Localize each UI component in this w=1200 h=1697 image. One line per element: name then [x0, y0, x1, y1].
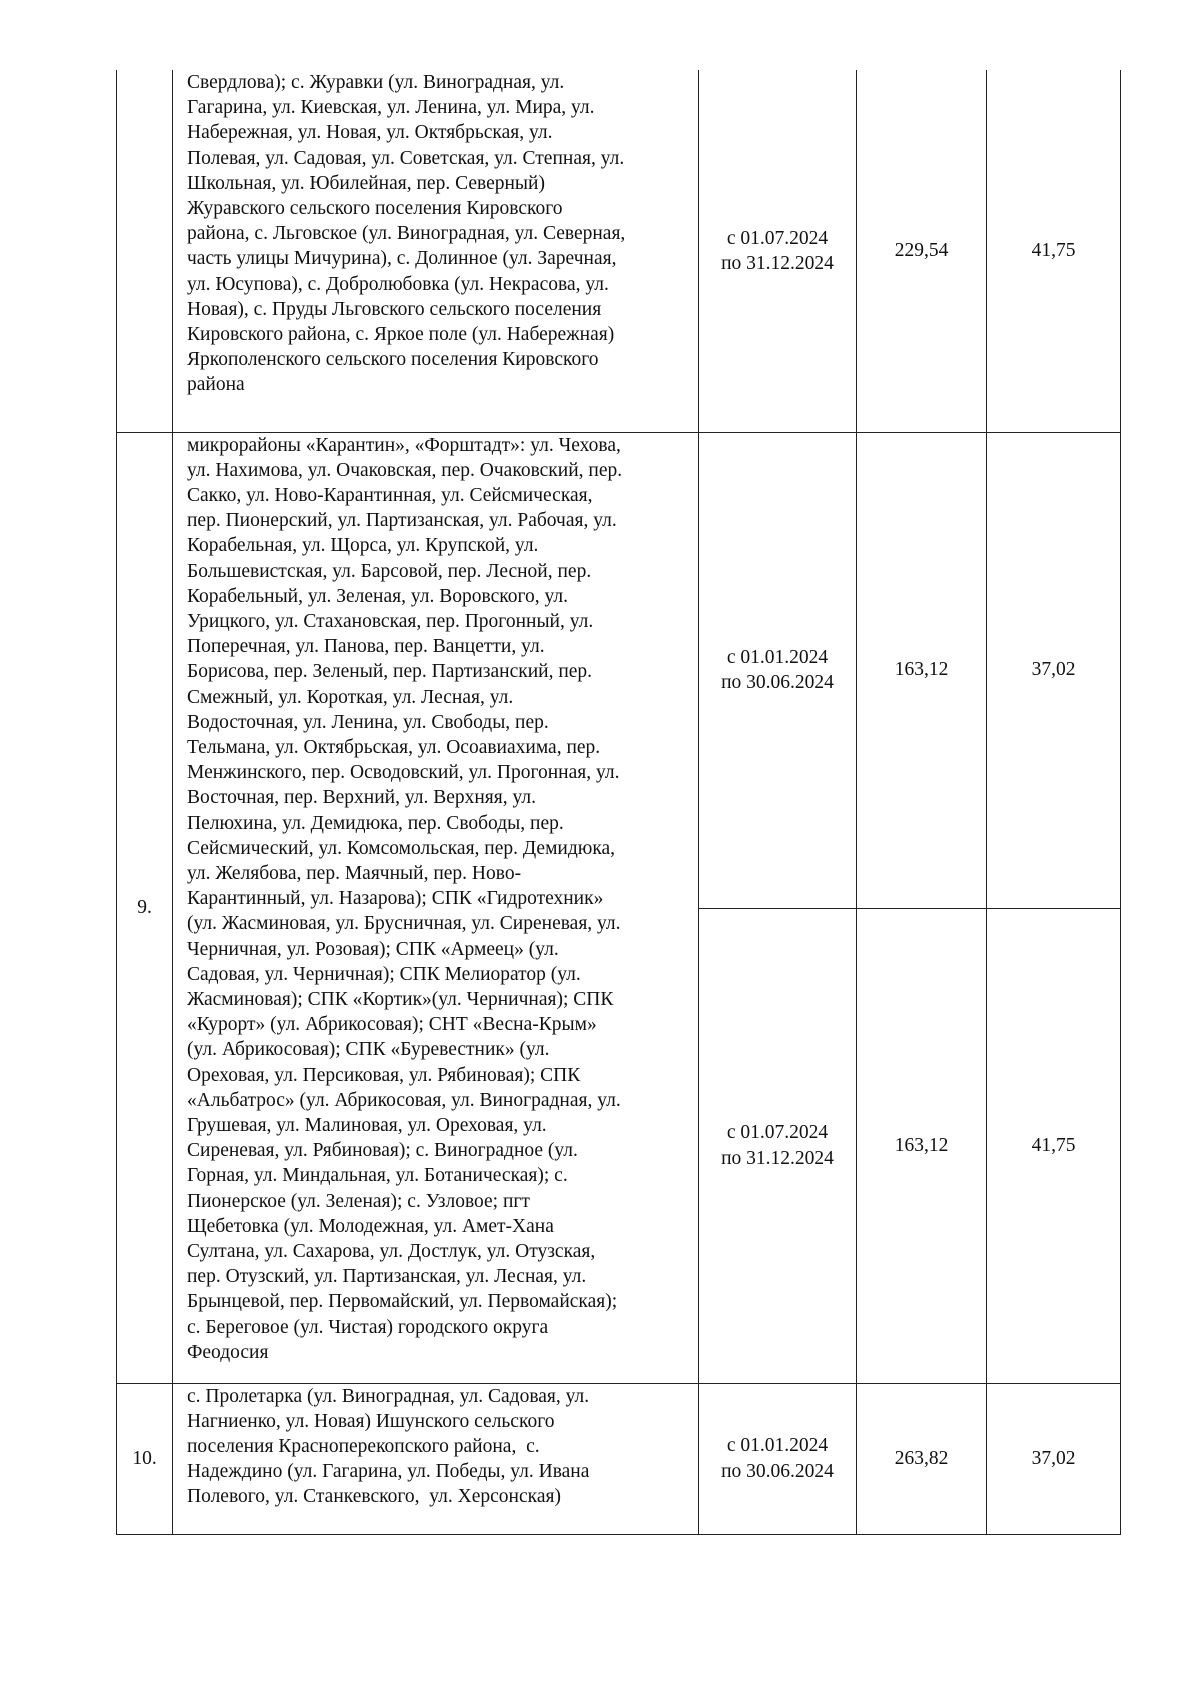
address-line: Корабельная, ул. Щорса, ул. Крупской, ул. [187, 535, 539, 557]
row-number: 9. [117, 432, 173, 1383]
address-line: Жасминовая); СПК «Кортик»(ул. Черничная); СПК [187, 988, 614, 1010]
address-cell [173, 70, 699, 432]
period-cell [699, 908, 857, 1383]
row-number [117, 70, 173, 432]
address-line: Султана, ул. Сахарова, ул. Достлук, ул. Отузская, [187, 1241, 596, 1262]
address-line: Полевая, ул. Садовая, ул. Советская, ул. Степная, ул. [187, 147, 625, 169]
address-line: Водосточная, ул. Ленина, ул. Свободы, пер. [187, 711, 549, 733]
address-line: Садовая, ул. Черничная); СПК Мелиоратор (ул. [187, 963, 581, 985]
address-line: пер. Пионерский, ул. Партизанская, ул. Рабочая, ул. [187, 510, 617, 532]
period-cell [699, 432, 857, 908]
address-line: Журавского сельского поселения Кировского [187, 198, 563, 220]
period-cell [699, 70, 857, 432]
address-line: Сейсмический, ул. Комсомольская, пер. Демидюка, [187, 837, 616, 859]
address-line: Сакко, ул. Ново-Карантинная, ул. Сейсмическая, [187, 484, 593, 506]
address-line: Черничная, ул. Розовая); СПК «Армеец» (ул. [187, 938, 559, 960]
period-from: с 01.07.2024 [726, 1122, 829, 1144]
period-to: по 30.06.2024 [721, 672, 834, 693]
rate-value: 41,75 [987, 908, 1121, 1383]
address-line: Урицкого, ул. Стахановская, пер. Прогонный, ул. [187, 610, 594, 632]
address-line: Кировского района, с. Яркое поле (ул. Набережная) [187, 324, 615, 346]
address-line: микрорайоны «Карантин», «Форштадт»: ул. Чехова, [187, 434, 621, 456]
address-line: Большевистская, ул. Барсовой, пер. Лесной, пер. [187, 560, 592, 582]
address-cell [173, 432, 699, 1383]
address-line: Новая), с. Пруды Льговского сельского поселения [187, 298, 602, 320]
address-line: Пелюхина, ул. Демидюка, пер. Свободы, пер. [187, 812, 564, 834]
rate-value: 37,02 [987, 432, 1121, 908]
address-line: «Альбатрос» (ул. Абрикосовая, ул. Виноградная, ул. [187, 1089, 621, 1111]
tariff-table [116, 70, 1121, 1535]
address-line: Грушевая, ул. Малиновая, ул. Ореховая, ул. [187, 1114, 547, 1136]
address-line: пер. Отузский, ул. Партизанская, ул. Лесная, ул. [187, 1266, 587, 1288]
rate-value: 41,75 [987, 70, 1121, 432]
period-from: с 01.07.2024 [726, 227, 829, 249]
period-to: по 31.12.2024 [721, 1147, 834, 1169]
address-line: Брынцевой, пер. Первомайский, ул. Первомайская); [187, 1291, 618, 1313]
address-line: ул. Юсупова), с. Добролюбовка (ул. Некрасова, ул. [187, 273, 609, 295]
row-number: 10. [117, 1383, 173, 1534]
address-line: с. Береговое (ул. Чистая) городского округа [187, 1316, 549, 1338]
table-row [117, 1383, 1121, 1534]
address-cell [173, 1383, 699, 1534]
address-line: района, с. Льговское (ул. Виноградная, ул. Северная, [187, 223, 626, 245]
address-line: Набережная, ул. Новая, ул. Октябрьская, ул. [187, 122, 553, 144]
address-line: Корабельный, ул. Зеленая, ул. Воровского, ул. [187, 585, 568, 607]
address-line: (ул. Жасминовая, ул. Брусничная, ул. Сиреневая, ул. [187, 913, 621, 935]
address-line: Ореховая, ул. Персиковая, ул. Рябиновая); СПК [187, 1064, 581, 1086]
address-line: Полевого, ул. Станкевского, ул. Херсонская) [187, 1486, 561, 1508]
address-line: Поперечная, ул. Панова, пер. Ванцетти, ул. [187, 636, 545, 658]
tariff-value: 263,82 [857, 1383, 987, 1534]
period-from: с 01.01.2024 [726, 1435, 829, 1457]
address-line: Борисова, пер. Зеленый, пер. Партизанский, пер. [187, 661, 593, 683]
rate-value: 37,02 [987, 1383, 1121, 1534]
address-line: поселения Красноперекопского района, с. [187, 1435, 540, 1457]
address-line: Пионерское (ул. Зеленая); с. Узловое; пгт [187, 1190, 530, 1212]
tariff-value: 229,54 [857, 70, 987, 432]
tariff-value: 163,12 [857, 908, 987, 1383]
address-line: Горная, ул. Миндальная, ул. Ботаническая); с. [187, 1165, 568, 1187]
address-line: ул. Нахимова, ул. Очаковская, пер. Очаковский, пер. [187, 459, 623, 481]
address-line: Карантинный, ул. Назарова); СПК «Гидротехник» [187, 888, 604, 910]
period-cell [699, 1383, 857, 1534]
tariff-value: 163,12 [857, 432, 987, 908]
address-line: Сиреневая, ул. Рябиновая); с. Виноградное (ул. [187, 1140, 578, 1162]
address-line: Феодосия [187, 1341, 269, 1363]
address-line: Щебетовка (ул. Молодежная, ул. Амет-Хана [187, 1215, 554, 1237]
address-line: района [187, 374, 245, 396]
address-line: (ул. Абрикосовая); СПК «Буревестник» (ул. [187, 1039, 550, 1061]
address-line: Нагниенко, ул. Новая) Ишунского сельского [187, 1410, 555, 1432]
address-line: Тельмана, ул. Октябрьская, ул. Осоавиахима, пер. [187, 736, 601, 758]
address-line: с. Пролетарка (ул. Виноградная, ул. Садовая, ул. [187, 1385, 590, 1407]
address-line: Надеждино (ул. Гагарина, ул. Победы, ул. Ивана [187, 1461, 590, 1483]
period-from: с 01.01.2024 [726, 646, 829, 668]
address-line: Восточная, пер. Верхний, ул. Верхняя, ул. [187, 787, 536, 809]
address-line: Смежный, ул. Короткая, ул. Лесная, ул. [187, 686, 514, 708]
period-to: по 30.06.2024 [721, 1460, 834, 1482]
address-line: Менжинского, пер. Осводовский, ул. Прогонная, ул. [187, 762, 620, 784]
address-line: часть улицы Мичурина), с. Долинное (ул. Заречная, [187, 248, 617, 270]
address-line: ул. Желябова, пер. Маячный, пер. Ново- [187, 862, 522, 884]
address-line: «Курорт» (ул. Абрикосовая); СНТ «Весна-Крым» [187, 1014, 597, 1036]
table-row [117, 70, 1121, 432]
table-row [117, 432, 1121, 908]
address-line: Гагарина, ул. Киевская, ул. Ленина, ул. Мира, ул. [187, 97, 595, 119]
period-to: по 31.12.2024 [721, 252, 834, 274]
address-line: Яркополенского сельского поселения Кировского [187, 349, 599, 371]
address-line: Свердлова); с. Журавки (ул. Виноградная, ул. [187, 72, 565, 93]
address-line: Школьная, ул. Юбилейная, пер. Северный) [187, 172, 545, 194]
